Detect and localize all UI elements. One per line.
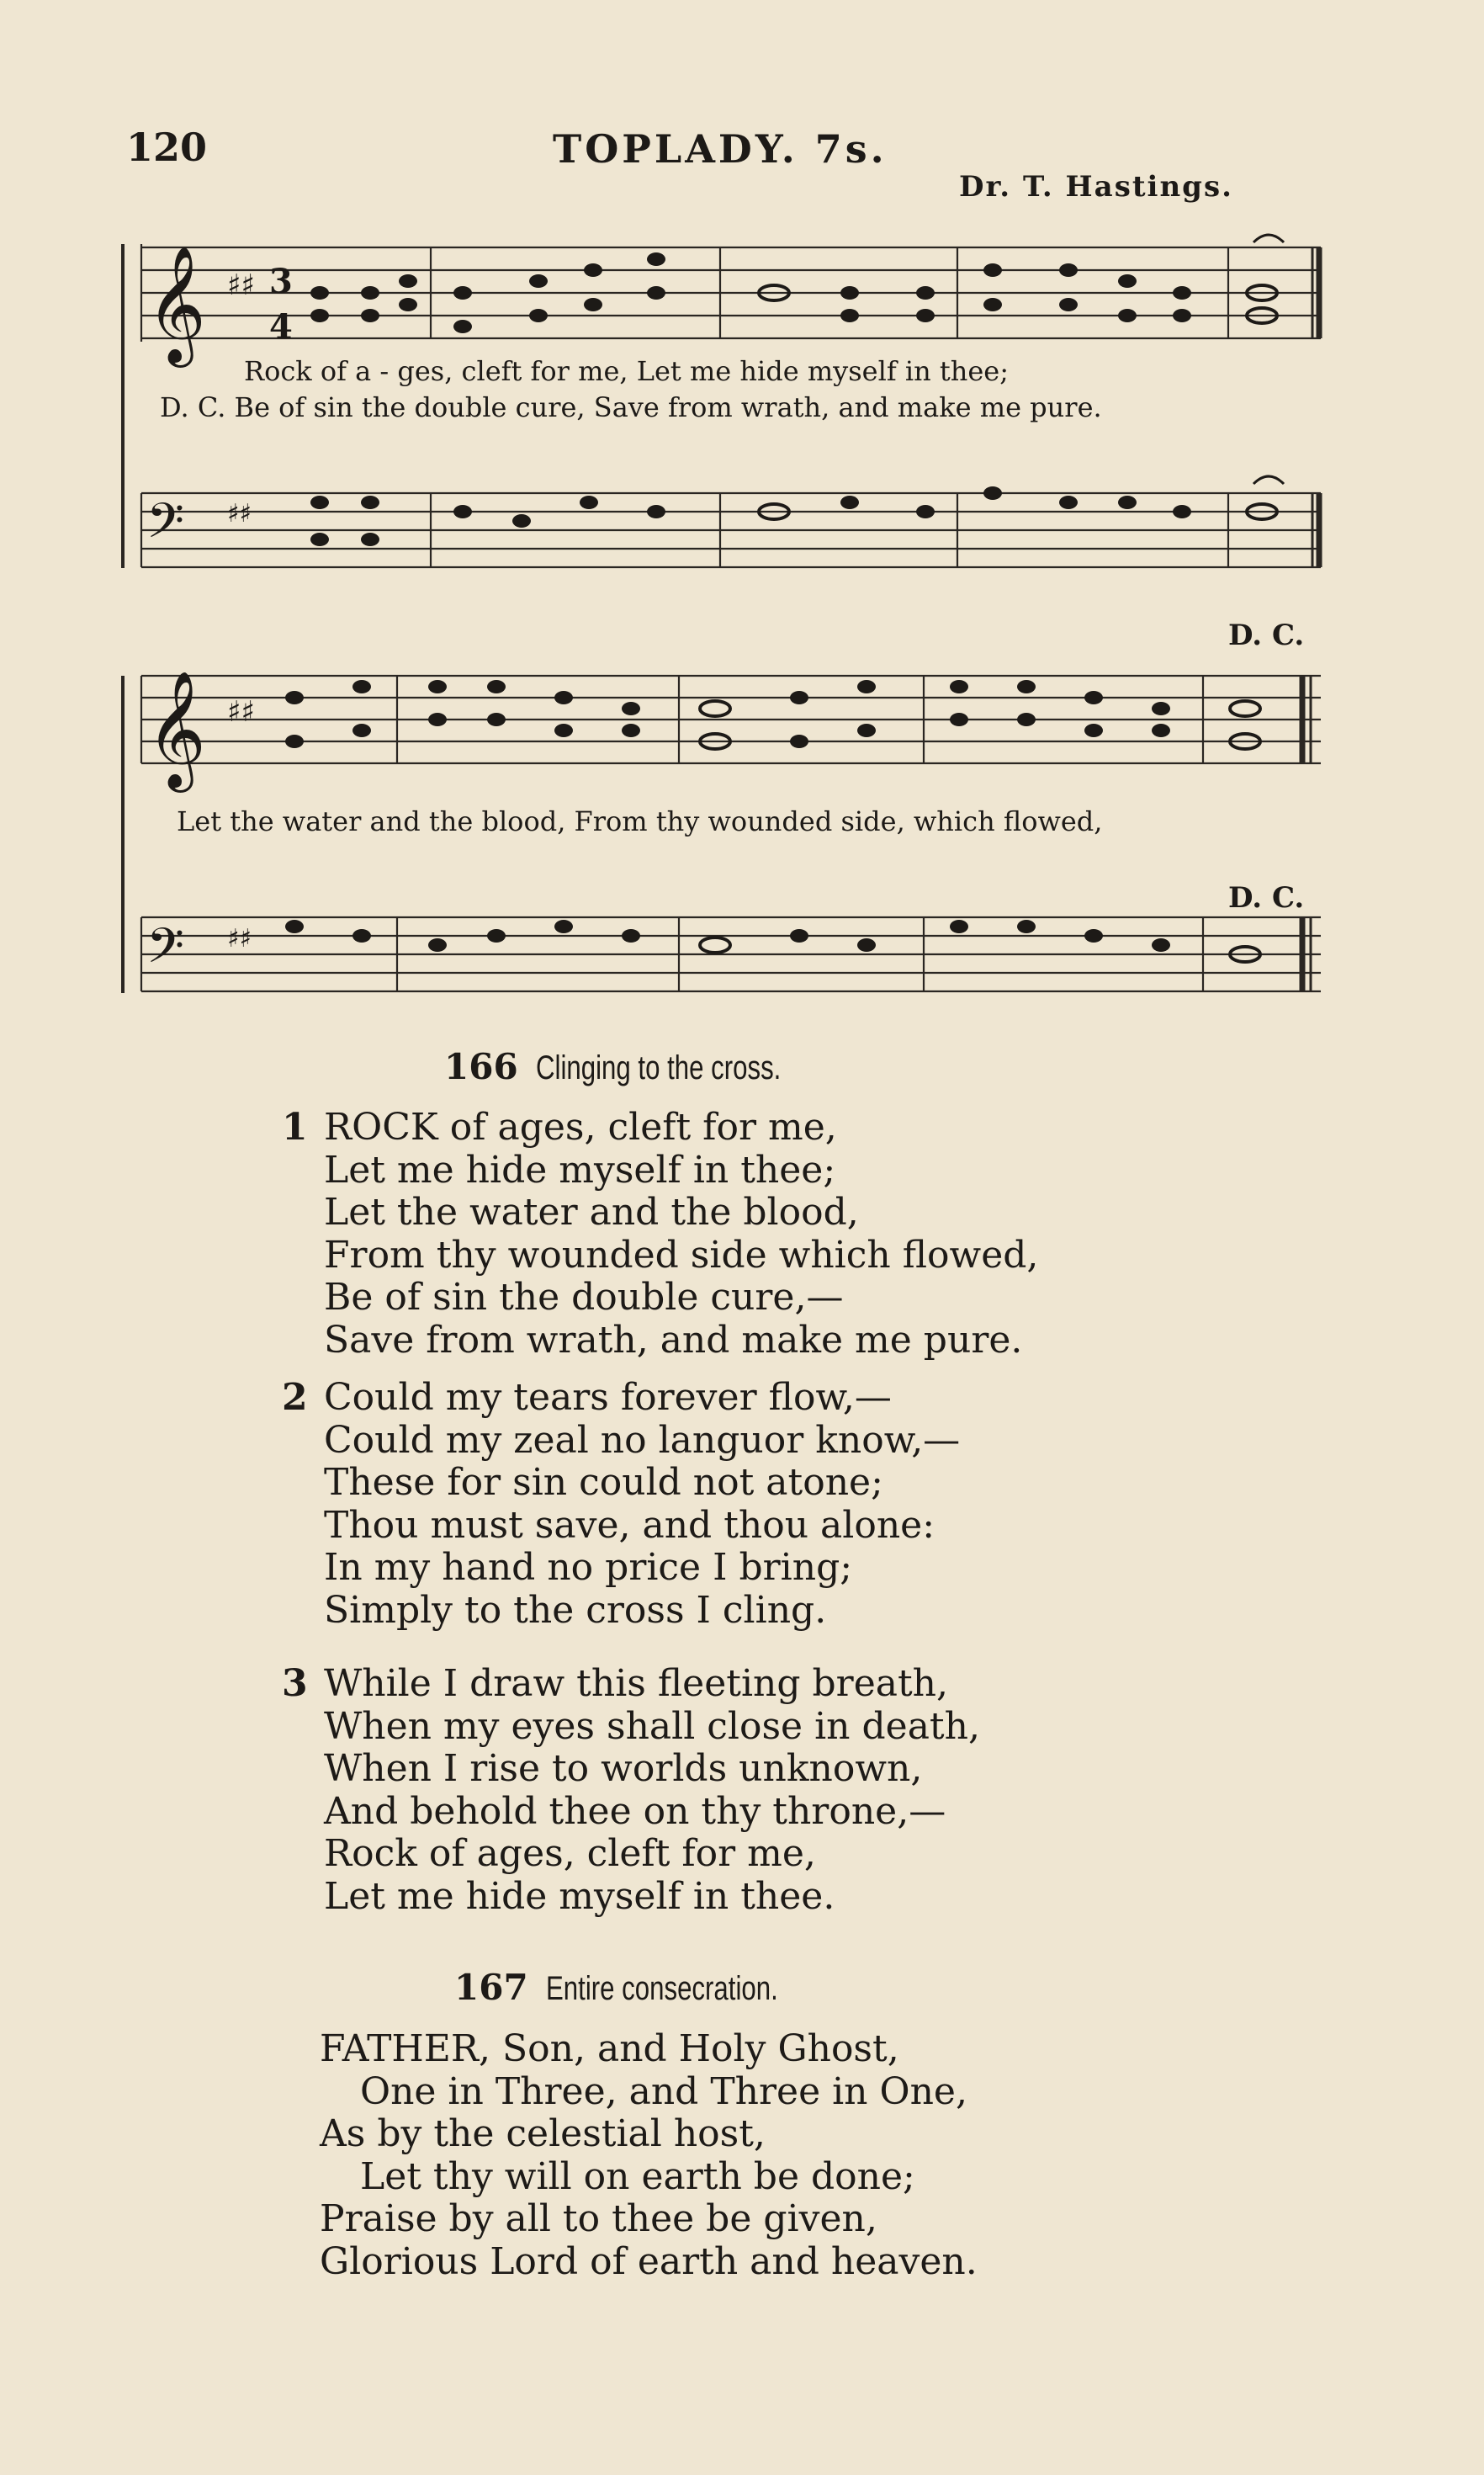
stanza-line: Glorious Lord of earth and heaven. <box>320 2239 978 2283</box>
stanza-line: From thy wounded side which flowed, <box>324 1233 1039 1277</box>
hymn-166-stanza-1 <box>282 1106 1039 1362</box>
hymn-167-stanza-1 <box>320 2028 978 2283</box>
stanza-line: In my hand no price I bring; <box>324 1546 853 1589</box>
hymn-title: Clinging to the cross. <box>535 1049 782 1086</box>
stanza-line: As by the celestial host, <box>320 2112 766 2155</box>
stanza-line: Praise by all to thee be given, <box>320 2197 877 2240</box>
tune-title: TOPLADY. 7s. <box>553 126 888 172</box>
stanza-line: FATHER, Son, and Holy Ghost, <box>320 2027 899 2070</box>
lyric-line-dc: D. C. Be of sin the double cure, Save from wrath, and make me pure. <box>160 391 1102 423</box>
stanza-number: 3 <box>282 1662 308 1705</box>
hymn-166-heading <box>444 1046 850 1087</box>
music-system-1 <box>118 227 1329 581</box>
svg-text:♯♯: ♯♯ <box>227 924 252 953</box>
stanza-line: Thou must save, and thou alone: <box>324 1503 935 1547</box>
stanza-line: Let me hide myself in thee. <box>324 1874 835 1918</box>
stanza-line: Simply to the cross I cling. <box>324 1588 827 1632</box>
stanza-line: While I draw this fleeting breath, <box>324 1662 948 1705</box>
stanza-line: Could my tears forever flow,— <box>324 1376 892 1419</box>
stanza-line: When I rise to worlds unknown, <box>324 1747 923 1790</box>
stanza-line: Save from wrath, and make me pure. <box>324 1318 1023 1362</box>
hymn-number: 167 <box>454 1967 528 2008</box>
stanza-line: Let thy will on earth be done; <box>360 2154 915 2198</box>
stanza-line: One in Three, and Three in One, <box>360 2069 967 2113</box>
stanza-line: Could my zeal no languor know,— <box>324 1418 961 1462</box>
hymn-title: Entire consecration. <box>545 1970 778 2007</box>
stanza-number: 2 <box>282 1376 308 1419</box>
hymn-167-heading <box>454 1967 843 2008</box>
svg-text:𝄢: 𝄢 <box>146 492 185 561</box>
lyric-line-1: Rock of a - ges, cleft for me, Let me hide myself in thee; <box>244 355 1009 387</box>
stanza-line: Rock of ages, cleft for me, <box>324 1832 816 1875</box>
stanza-line: These for sin could not atone; <box>324 1461 883 1504</box>
dc-mark-bottom: D. C. <box>1228 881 1305 915</box>
dc-mark-top: D. C. <box>1228 619 1305 652</box>
svg-text:♯♯: ♯♯ <box>227 499 252 528</box>
lyric-line-2: Let the water and the blood, From thy wounded side, which flowed, <box>177 805 1103 837</box>
composer-credit: Dr. T. Hastings. <box>959 170 1233 204</box>
stanza-line: When my eyes shall close in death, <box>324 1704 980 1748</box>
stanza-line: Let the water and the blood, <box>324 1191 859 1234</box>
page-number: 120 <box>126 125 208 170</box>
music-system-2 <box>118 619 1329 1006</box>
stanza-line: Be of sin the double cure,— <box>324 1276 844 1319</box>
hymn-166-stanza-2 <box>282 1376 961 1632</box>
svg-text:𝄞: 𝄞 <box>146 246 206 363</box>
stanza-line: Let me hide myself in thee; <box>324 1148 836 1192</box>
svg-text:𝄞: 𝄞 <box>146 671 206 788</box>
hymn-166-stanza-3 <box>282 1662 980 1918</box>
hymn-number: 166 <box>444 1046 518 1087</box>
svg-text:3: 3 <box>269 262 293 301</box>
svg-text:♯♯: ♯♯ <box>227 268 255 302</box>
stanza-line: And behold thee on thy throne,— <box>324 1789 946 1833</box>
stanza-line: ROCK of ages, cleft for me, <box>324 1106 837 1149</box>
svg-text:𝄢: 𝄢 <box>146 917 185 986</box>
svg-text:♯♯: ♯♯ <box>227 695 255 729</box>
svg-text:4: 4 <box>269 307 293 347</box>
stanza-number: 1 <box>282 1106 308 1149</box>
